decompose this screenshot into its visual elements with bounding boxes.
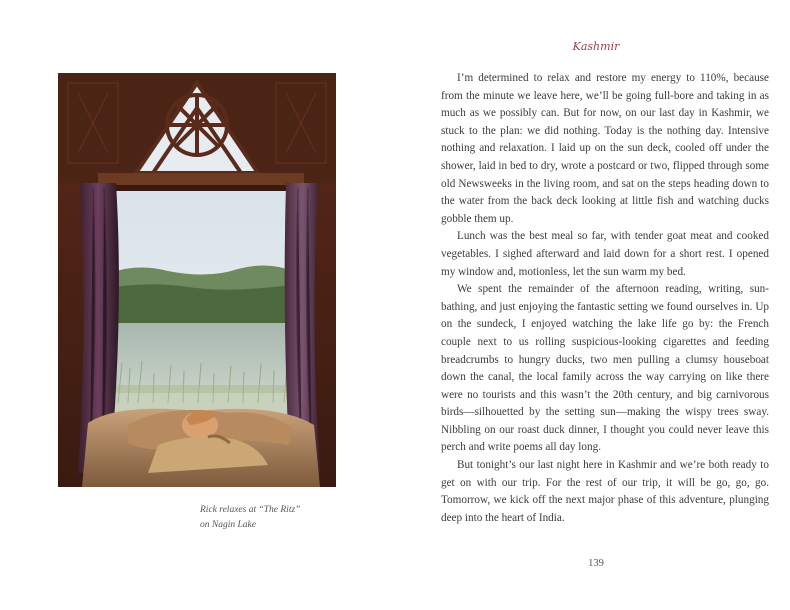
- caption-line-2: on Nagin Lake: [200, 520, 256, 530]
- paragraph-4: But tonight’s our last night here in Kashmir and we’re both ready to get on with our trip. For the rest of our trip, it will be go, go, go. Tomorrow, we kick off the next major phase of this adventure, plunging deep into the heart of India.: [441, 459, 769, 524]
- photo-caption: [200, 503, 340, 533]
- body-text: [441, 70, 769, 527]
- houseboat-window-photo: [58, 73, 336, 487]
- page-number: 139: [588, 558, 604, 569]
- paragraph-2: Lunch was the best meal so far, with tender goat meat and cooked vegetables. I sighed afterward and laid down for a short rest. I opened my window and, motionless, let the sun warm my bed.: [441, 230, 769, 278]
- paragraph-3: We spent the remainder of the afternoon reading, writing, sun-bathing, and just enjoying the fantastic setting we found ourselves in. Up on the sundeck, I enjoyed watching the lake life go by: the French couple next to us rolling suspicious-looking cigarettes and feeding breadcrumbs to hungry ducks, two men pulling a clumsy houseboat down the canal, the local family across the way carrying on like there were no tourists and this wasn’t the 20th century, and big carnivorous birds—silhouetted by the setting sun—making the wispy trees sway. Nibbling on our roast duck dinner, I thought you could never leave this perch and write poems all day long.: [441, 283, 769, 454]
- running-head: Kashmir: [572, 40, 620, 53]
- caption-line-1: Rick relaxes at “The Ritz”: [200, 505, 301, 515]
- paragraph-1: I’m determined to relax and restore my energy to 110%, because from the minute we leave here, we’ll be going full-bore and taking in as much as we possibly can. But for now, on our last day in Kashmir, we stuck to the plan: we did nothing. Today is the nothing day. Intensive nothing and relaxation. I laid up on the sun deck, cooled off under the shower, laid in bed to dry, wrote a postcard or two, flipped through some old Newsweeks in the living room, and sat on the steps heading down to the water from the back deck looking at little fish and watching ducks gobble them up.: [441, 72, 769, 225]
